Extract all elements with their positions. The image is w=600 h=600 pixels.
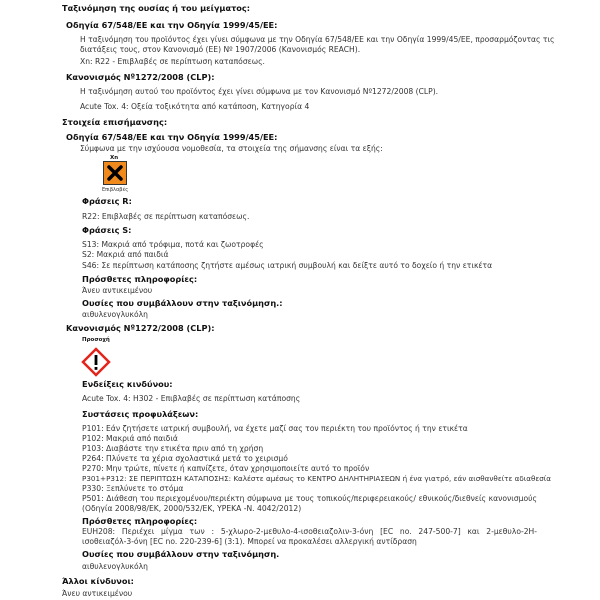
heading-substances: Ουσίες που συμβάλλουν στην ταξινόμηση. (82, 549, 280, 559)
harmful-x-icon (103, 161, 127, 185)
heading-clp: Κανονισμός Nº1272/2008 (CLP): (66, 72, 215, 82)
text: Xn: R22 - Επιβλαβές σε περίπτωση καταπόσεως. (80, 57, 265, 66)
text: Η ταξινόμηση αυτού του προϊόντος έχει γίνει σύμφωνα με τον Κανονισμό Nº1272/2008 (CLP). (80, 87, 439, 96)
heading-directive: Οδηγία 67/548/ΕΕ και την Οδηγία 1999/45/ΕΕ: (66, 20, 278, 30)
heading-directive: Οδηγία 67/548/ΕΕ και την Οδηγία 1999/45/ΕΕ: (66, 132, 278, 142)
text: διατάξεις τους, στον Κανονισμό (ΕΕ) Nº 1907/2006 (Κανονισμός REACH). (80, 45, 361, 54)
precaution: P102: Μακριά από παιδιά (82, 434, 178, 443)
precaution: P264: Πλύνετε τα χέρια σχολαστικά μετά το χειρισμό (82, 454, 288, 463)
xn-symbol-label: Xn (110, 155, 119, 161)
heading-s-phrases: Φράσεις S: (82, 225, 132, 235)
s-phrase: S46: Σε περίπτωση κατάποσης ζητήστε αμέσως ιατρική συμβουλή και δείξτε αυτό το δοχείο ή την ετικέτα (82, 261, 493, 270)
precaution: P103: Διαβάστε την ετικέτα πριν από τη χρήση (82, 444, 264, 453)
heading-other-hazards: Άλλοι κίνδυνοι: (62, 576, 134, 586)
exclamation-mark-icon (81, 347, 111, 377)
heading-clp: Κανονισμός Nº1272/2008 (CLP): (66, 323, 215, 333)
text: Άνευ αντικειμένου (62, 589, 133, 598)
heading-extra-info: Πρόσθετες πληροφορίες: (82, 516, 198, 526)
precaution: P330: Ξεπλύνετε το στόμα (82, 484, 184, 493)
r-phrase: R22: Επιβλαβές σε περίπτωση καταπόσεως. (82, 212, 250, 221)
text: Η ταξινόμηση του προϊόντος έχει γίνει σύμφωνα με την Οδηγία 67/548/ΕΕ και την Οδηγία 1999/45/ΕΕ, προσαρμόζοντας τις (80, 35, 555, 44)
text: Σύμφωνα με την ισχύουσα νομοθεσία, τα στοιχεία της σήμανσης είναι τα εξής: (80, 144, 383, 153)
xn-caption: Επιβλαβές (102, 187, 129, 193)
heading-labelling: Στοιχεία επισήμανσης: (62, 117, 168, 127)
heading-precautions: Συστάσεις προφυλάξεων: (82, 409, 199, 419)
precaution: P101: Εάν ζητήσετε ιατρική συμβουλή, να έχετε μαζί σας τον περιέκτη του προϊόντος ή την ετικέτα (82, 424, 468, 433)
s-phrase: S2: Μακριά από παιδιά (82, 250, 169, 259)
precaution: P270: Μην τρώτε, πίνετε ή καπνίζετε, όταν χρησιμοποιείτε αυτό το προϊόν (82, 464, 370, 473)
heading-substances: Ουσίες που συμβάλλουν στην ταξινόμηση.: (82, 298, 283, 308)
heading-r-phrases: Φράσεις R: (82, 196, 132, 206)
text: Acute Tox. 4: H302 - Επιβλαβές σε περίπτωση κατάποσης (82, 394, 301, 403)
text: Άνευ αντικειμένου (82, 286, 153, 295)
text: Acute Tox. 4: Οξεία τοξικότητα από κατάποση, Κατηγορία 4 (80, 102, 310, 111)
text: EUH208: Περιέχει μίγμα των : 5-χλωρο-2-μεθυλο-4-ισοθειαζολιν-3-όνη [EC no. 247-500-7] και 2-μεθυλο-2H-ισοθειαζόλ-3-όνη [EC no. 220-239-6] (3:1). Μπορεί να προκαλέσει αλλεργική αντίδραση (82, 527, 537, 546)
precaution: P301+P312: ΣΕ ΠΕΡΙΠΤΩΣΗ ΚΑΤΑΠΟΣΗΣ: Καλέστε αμέσως το ΚΕΝΤΡΟ ΔΗΛΗΤΗΡΙΑΣΕΩΝ ή ένα γιατρό, εάν αισθανθείτε αδιαθεσία (82, 474, 551, 483)
precaution: P501: Διάθεση του περιεχομένου/περιέκτη σύμφωνα με τους τοπικούς/περιφερειακούς/ εθνικούς/διεθνείς κανονισμούς (Οδηγία 2008/98/ΕΚ, 2000/532/ΕΚ, ΥΡΕΚΑ -Ν. 4042/2012) (82, 494, 537, 513)
signal-word: Προσοχή (82, 337, 110, 343)
section-title: Ταξινόμηση της ουσίας ή του μείγματος: (62, 3, 251, 13)
heading-extra-info: Πρόσθετες πληροφορίες: (82, 274, 198, 284)
text: αιθυλενογλυκόλη (82, 310, 148, 319)
heading-hazard: Ενδείξεις κινδύνου: (82, 379, 173, 389)
s-phrase: S13: Μακριά από τρόφιμα, ποτά και ζωοτροφές (82, 240, 264, 249)
text: αιθυλενογλυκόλη (82, 562, 148, 571)
